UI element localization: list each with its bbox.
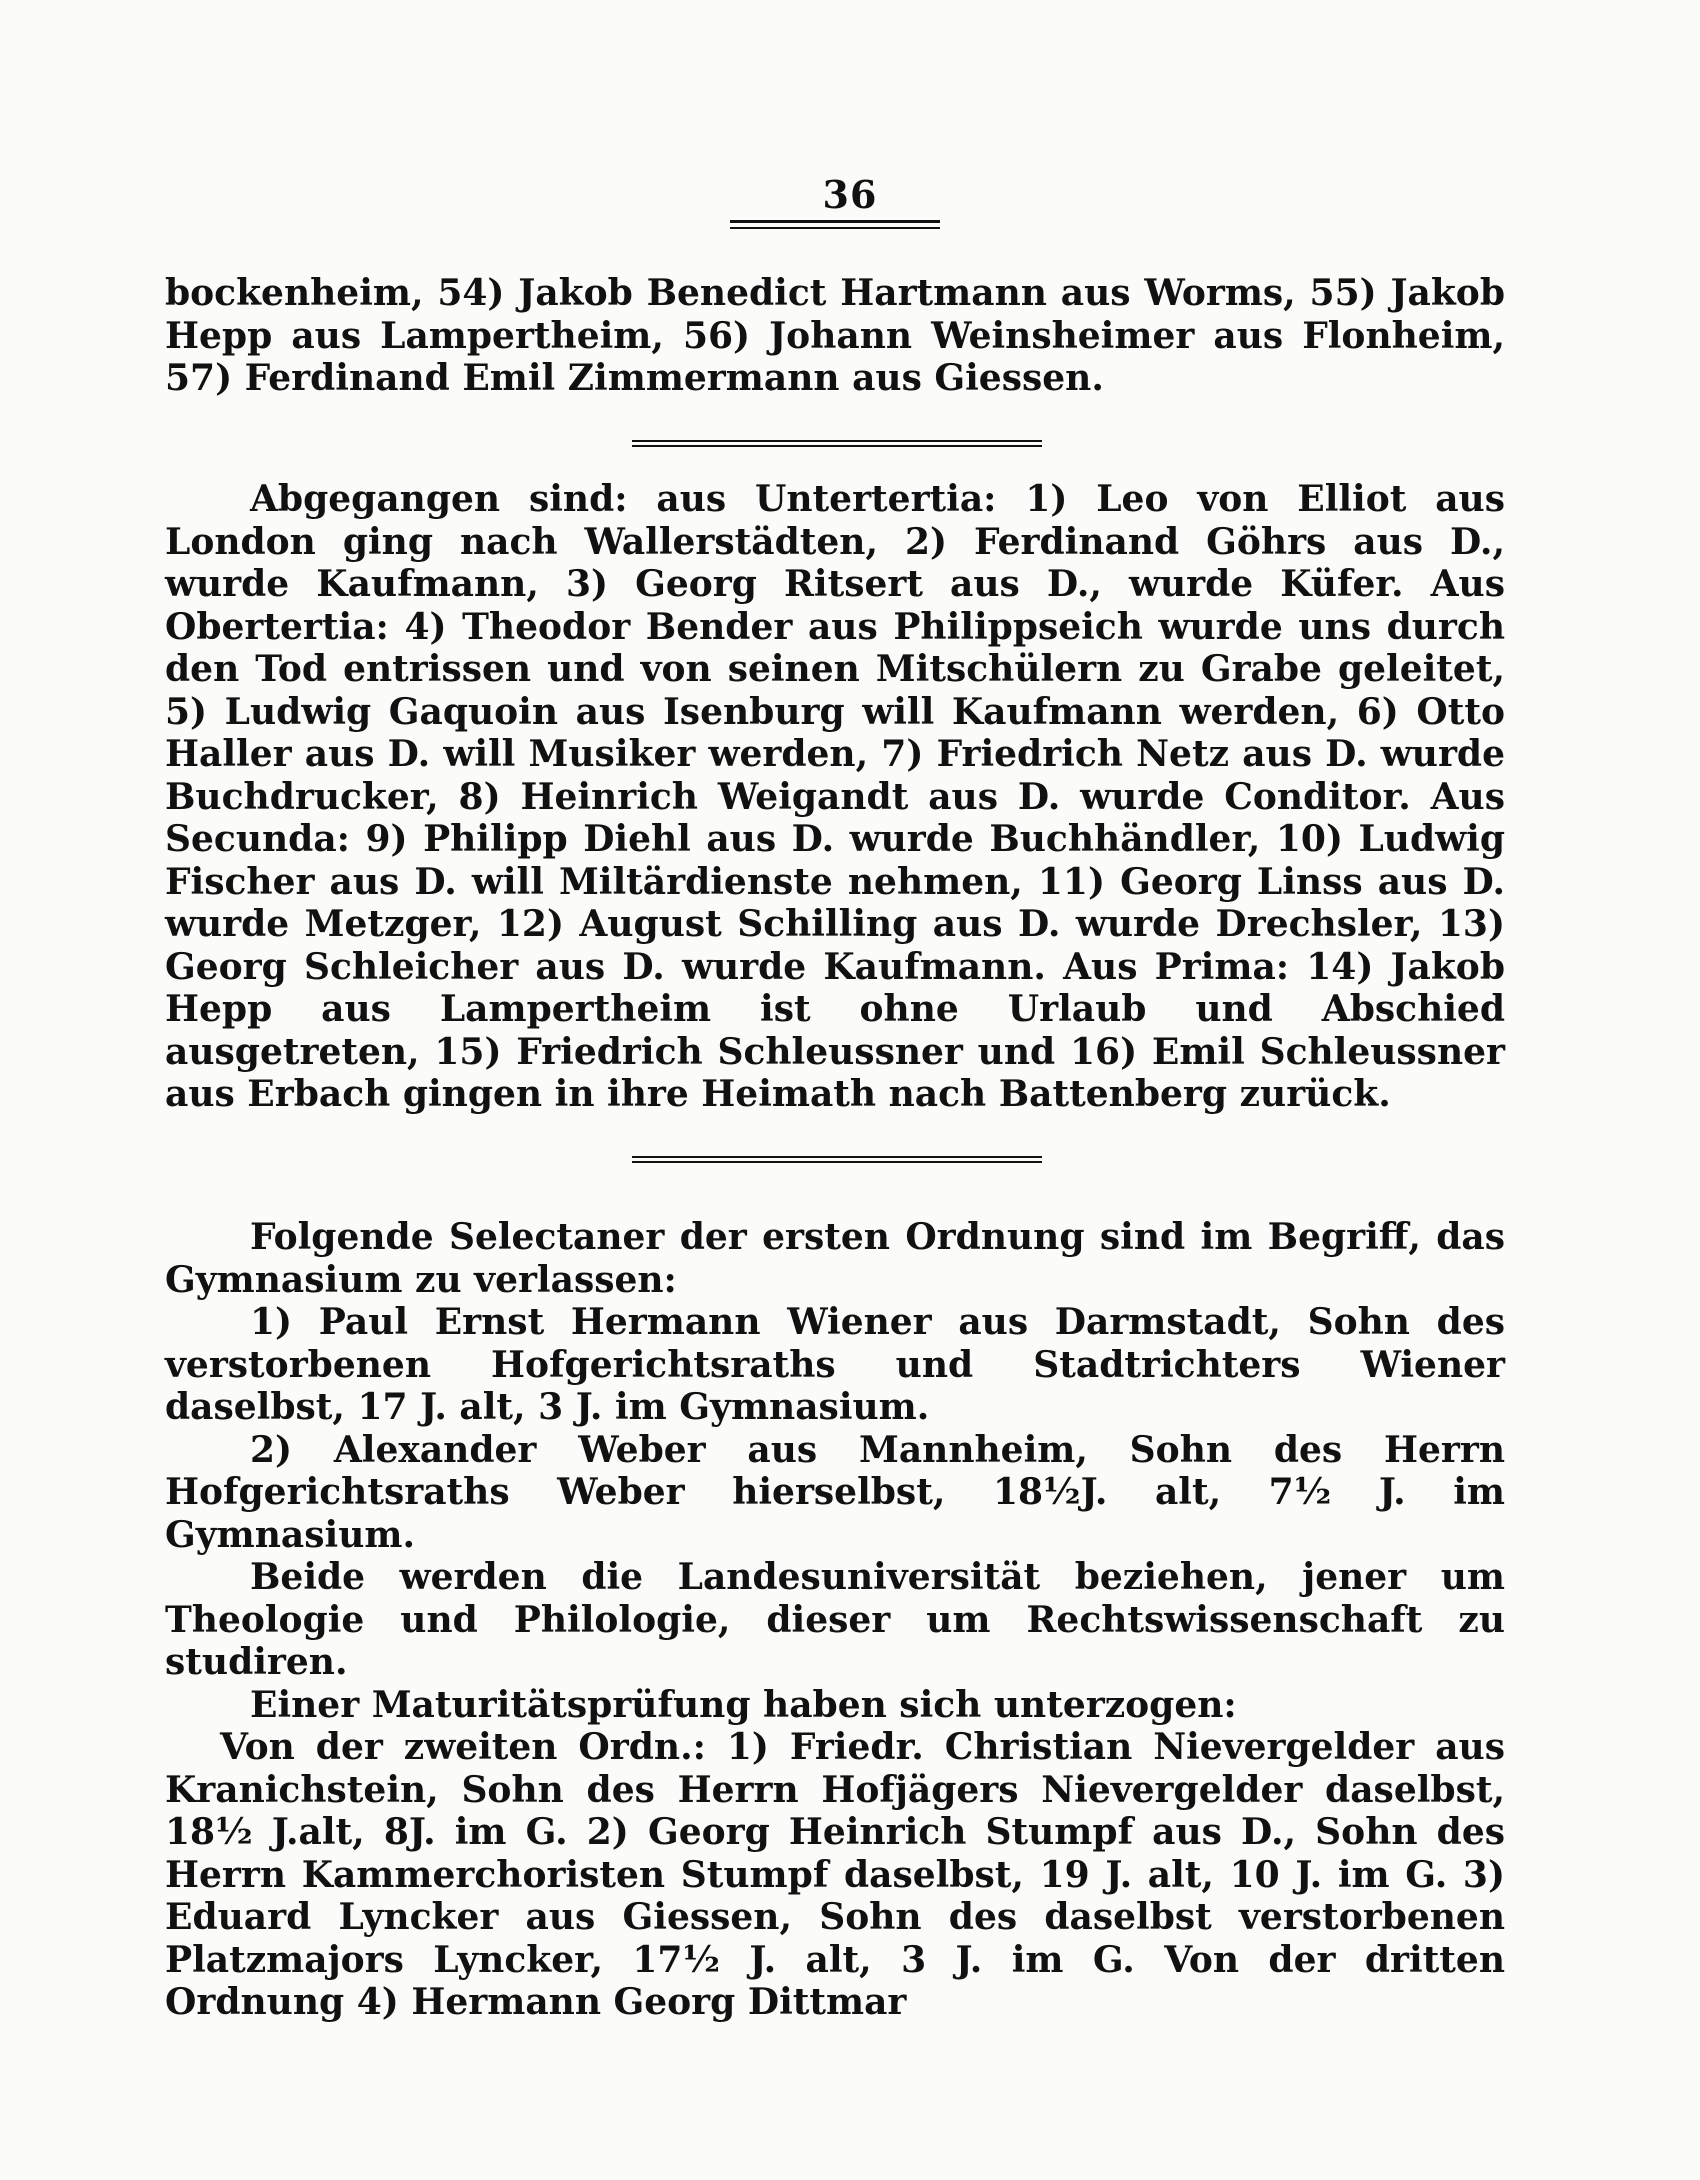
section-divider-2 — [632, 1156, 1042, 1163]
paragraph-university-note: Beide werden die Landesuniversität beziehen, jener um Theologie und Philologie, dieser um Rechtswissenschaft zu studiren. — [165, 1556, 1505, 1683]
header-rule — [730, 220, 940, 229]
page-number: 36 — [822, 172, 878, 217]
paragraph-graduates-intro: Folgende Selectaner der ersten Ordnung sind im Begriff, das Gymnasium zu verlassen: — [165, 1216, 1505, 1301]
paragraph-departures: Abgegangen sind: aus Untertertia: 1) Leo von Elliot aus London ging nach Wallerstädten, 2) Ferdinand Göhrs aus D., wurde Kaufmann, 3) Georg Ritsert aus D., wurde Küfer. Aus Obertertia: 4) Theodor Bender aus Philippseich wurde uns durch den Tod entrissen und von seinen Mitschülern zu Grabe geleitet, 5) Ludwig Gaquoin aus Isenburg will Kaufmann werden, 6) Otto Haller aus D. will Musiker werden, 7) Friedrich Netz aus D. wurde Buchdrucker, 8) Heinrich Weigandt aus D. wurde Conditor. Aus Secunda: 9) Philipp Diehl aus D. wurde Buchhändler, 10) Ludwig Fischer aus D. will Miltärdienste nehmen, 11) Georg Linss aus D. wurde Metzger, 12) August Schilling aus D. wurde Drechsler, 13) Georg Schleicher aus D. wurde Kaufmann. Aus Prima: 14) Jakob Hepp aus Lampertheim ist ohne Urlaub und Abschied ausgetreten, 15) Friedrich Schleussner und 16) Emil Schleussner aus Erbach gingen in ihre Heimath nach Battenberg zurück. — [165, 478, 1505, 1115]
section-departures — [165, 478, 1505, 1116]
paragraph-maturity-intro: Einer Maturitätsprüfung haben sich unterzogen: — [250, 1683, 1237, 1726]
paragraph-graduate-1: 1) Paul Ernst Hermann Wiener aus Darmstadt, Sohn des verstorbenen Hofgerichtsraths und Stadtrichters Wiener daselbst, 17 J. alt, 3 J. im Gymnasium. — [165, 1301, 1505, 1428]
section-continuation — [165, 272, 1505, 400]
paragraph-graduate-2: 2) Alexander Weber aus Mannheim, Sohn des Herrn Hofgerichtsraths Weber hierselbst, 18½J. alt, 7½ J. im Gymnasium. — [165, 1428, 1505, 1556]
paragraph-continuation: bockenheim, 54) Jakob Benedict Hartmann aus Worms, 55) Jakob Hepp aus Lampertheim, 56) Johann Weinsheimer aus Flonheim, 57) Ferdinand Emil Zimmermann aus Giessen. — [165, 272, 1505, 399]
section-graduates — [165, 1216, 1505, 2024]
paragraph-maturity-list: Von der zweiten Ordn.: 1) Friedr. Christian Nievergelder aus Kranichstein, Sohn des Herrn Hofjägers Nievergelder daselbst, 18½ J.alt, 8J. im G. 2) Georg Heinrich Stumpf aus D., Sohn des Herrn Kammerchoristen Stumpf daselbst, 19 J. alt, 10 J. im G. 3) Eduard Lyncker aus Giessen, Sohn des daselbst verstorbenen Platzmajors Lyncker, 17½ J. alt, 3 J. im G. Von der dritten Ordnung 4) Hermann Georg Dittmar — [165, 1726, 1505, 2023]
section-divider-1 — [632, 440, 1042, 447]
